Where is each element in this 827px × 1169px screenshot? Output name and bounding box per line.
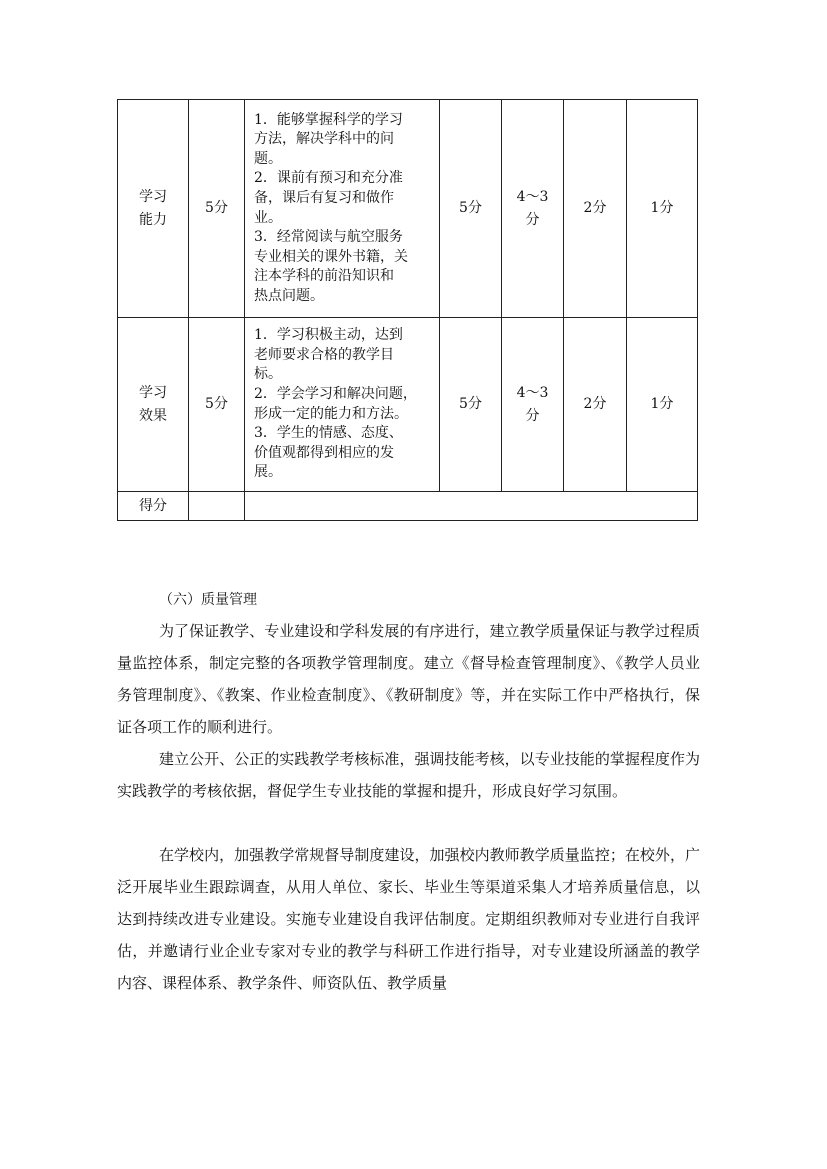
item-line: 能力 (139, 211, 167, 228)
criteria-line: 专业相关的课外书籍，关 (254, 248, 408, 265)
weight-cell: 5分 (189, 100, 245, 318)
criteria-line: 3．经常阅读与航空服务 (254, 229, 403, 246)
weight-cell: 5分 (189, 318, 245, 492)
table-row-learning-ability (118, 100, 698, 318)
criteria-cell (245, 100, 440, 318)
item-line: 效果 (139, 407, 167, 424)
grade-c-cell: 2分 (564, 100, 627, 318)
criteria-line: 注本学科的前沿知识和 (254, 268, 394, 285)
criteria-line: 业。 (254, 209, 282, 226)
criteria-line: 3．学生的情感、态度、 (254, 425, 403, 442)
evaluation-table (117, 99, 698, 521)
grade-d-cell: 1分 (627, 100, 698, 318)
criteria-line: 价值观都得到相应的发 (254, 444, 394, 461)
grade-a-cell: 5分 (440, 100, 502, 318)
item-cell (118, 100, 189, 318)
criteria-line: 方法，解决学科中的问 (254, 131, 394, 148)
table-row-learning-effect (118, 318, 698, 492)
grade-d-cell: 1分 (627, 318, 698, 492)
item-cell (118, 318, 189, 492)
criteria-line: 展。 (254, 464, 282, 481)
score-blank-cell (245, 492, 698, 521)
body-paragraph: 在学校内，加强教学常规督导制度建设，加强校内教师教学质量监控；在校外，广泛开展毕业生跟踪调查，从用人单位、家长、毕业生等渠道采集人才培养质量信息，以达到持续改进专业建设。实施专业建设自我评估制度。定期组织教师对专业进行自我评估，并邀请行业企业专家对专业的教学与科研工作进行指导，对专业建设所涵盖的教学内容、课程体系、教学条件、师资队伍、教学质量 (117, 846, 700, 992)
criteria-line: 2．课前有预习和充分准 (254, 170, 403, 187)
section-heading: （六）质量管理 (159, 592, 257, 608)
grade-b-line: 4～3 (516, 384, 549, 401)
grade-b-line: 分 (525, 407, 540, 424)
criteria-line: 标。 (254, 366, 282, 383)
criteria-line: 备，课后有复习和做作 (254, 189, 394, 206)
body-paragraph: 为了保证教学、专业建设和学科发展的有序进行，建立教学质量保证与教学过程质量监控体系，制定完整的各项教学管理制度。建立《督导检查管理制度》、《教学人员业务管理制度》、《教案、作业检查制度》、《教研制度》等，并在实际工作中严格执行，保证各项工作的顺利进行。 (117, 622, 700, 736)
criteria-cell (245, 318, 440, 492)
grade-b-cell (502, 318, 564, 492)
item-line: 学习 (139, 188, 167, 205)
criteria-line: 2．学会学习和解决问题， (254, 385, 417, 402)
grade-c-cell: 2分 (564, 318, 627, 492)
criteria-line: 形成一定的能力和方法。 (254, 405, 408, 422)
criteria-line: 题。 (254, 150, 282, 167)
criteria-line: 热点问题。 (254, 287, 324, 304)
score-label-cell: 得分 (118, 492, 189, 521)
table-row-score (118, 492, 698, 521)
grade-b-cell (502, 100, 564, 318)
grade-a-cell: 5分 (440, 318, 502, 492)
criteria-line: 1．能够掌握科学的学习 (254, 111, 403, 128)
grade-b-line: 4～3 (516, 188, 549, 205)
body-paragraph: 建立公开、公正的实践教学考核标准，强调技能考核，以专业技能的掌握程度作为实践教学的考核依据，督促学生专业技能的掌握和提升，形成良好学习氛围。 (117, 750, 700, 800)
criteria-line: 1．学习积极主动，达到 (254, 327, 403, 344)
item-line: 学习 (139, 384, 167, 401)
grade-b-line: 分 (525, 211, 540, 228)
score-value-cell (189, 492, 245, 521)
criteria-line: 老师要求合格的教学目 (254, 346, 394, 363)
